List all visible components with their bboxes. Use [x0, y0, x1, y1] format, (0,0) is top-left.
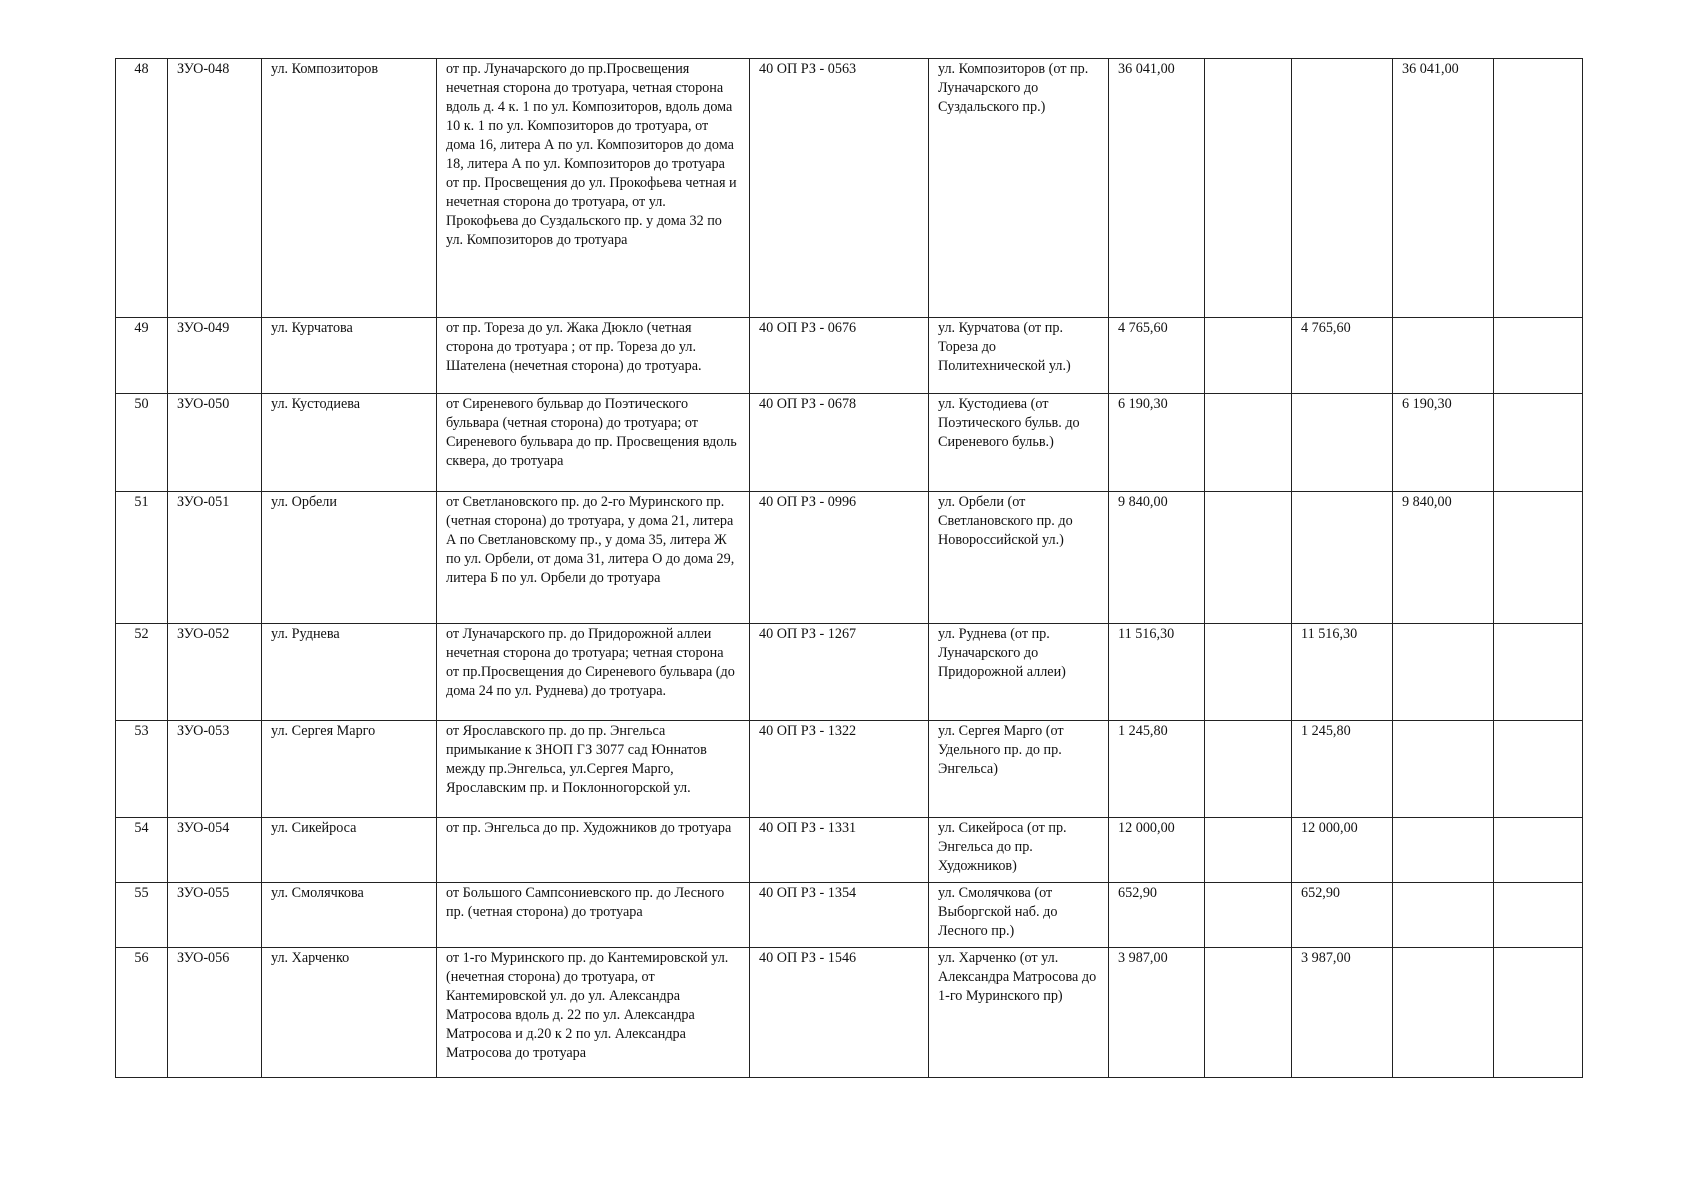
area-col-c: 6 190,30 — [1393, 394, 1494, 492]
area-col-b: 12 000,00 — [1292, 818, 1393, 883]
location-description: от пр. Луначарского до пр.Просвещения нечетная сторона до тротуара, четная сторона вдоль д. 4 к. 1 по ул. Композиторов, вдоль дома 10 к. 1 по ул. Композиторов до тротуара, от дома 16, литера А по ул. Композиторов до дома 18, литера А по ул. Композиторов до тротуара от пр. Просвещения до ул. Прокофьева четная и нечетная сторона до тротуара, от ул. Прокофьева до Суздальского пр. у дома 32 по ул. Композиторов до тротуара — [437, 59, 750, 318]
area-total: 36 041,00 — [1109, 59, 1205, 318]
row-number: 55 — [116, 883, 168, 948]
road-section: ул. Кустодиева (от Поэтического бульв. до Сиреневого бульв.) — [929, 394, 1109, 492]
area-col-d — [1494, 818, 1583, 883]
object-code: ЗУО-055 — [168, 883, 262, 948]
area-col-c — [1393, 318, 1494, 394]
road-section: ул. Курчатова (от пр. Тореза до Политехнической ул.) — [929, 318, 1109, 394]
object-code: ЗУО-054 — [168, 818, 262, 883]
table-row — [116, 948, 1583, 1078]
area-col-a — [1205, 818, 1292, 883]
road-id: 40 ОП РЗ - 0996 — [750, 492, 929, 624]
road-section: ул. Сикейроса (от пр. Энгельса до пр. Художников) — [929, 818, 1109, 883]
area-col-a — [1205, 948, 1292, 1078]
road-section: ул. Орбели (от Светлановского пр. до Новороссийской ул.) — [929, 492, 1109, 624]
area-col-b — [1292, 492, 1393, 624]
road-id: 40 ОП РЗ - 1267 — [750, 624, 929, 721]
area-col-b: 11 516,30 — [1292, 624, 1393, 721]
road-section: ул. Смолячкова (от Выборгской наб. до Лесного пр.) — [929, 883, 1109, 948]
object-code: ЗУО-053 — [168, 721, 262, 818]
area-total: 652,90 — [1109, 883, 1205, 948]
area-col-c — [1393, 948, 1494, 1078]
area-col-b — [1292, 394, 1393, 492]
object-code: ЗУО-050 — [168, 394, 262, 492]
street-name: ул. Орбели — [262, 492, 437, 624]
area-total: 3 987,00 — [1109, 948, 1205, 1078]
object-code: ЗУО-052 — [168, 624, 262, 721]
location-description: от Сиреневого бульвар до Поэтического бульвара (четная сторона) до тротуара; от Сиреневого бульвара до пр. Просвещения вдоль сквера, до тротуара — [437, 394, 750, 492]
location-description: от пр. Тореза до ул. Жака Дюкло (четная сторона до тротуара ; от пр. Тореза до ул. Шателена (нечетная сторона) до тротуара. — [437, 318, 750, 394]
street-name: ул. Смолячкова — [262, 883, 437, 948]
table-row — [116, 318, 1583, 394]
road-section: ул. Харченко (от ул. Александра Матросова до 1-го Муринского пр) — [929, 948, 1109, 1078]
street-name: ул. Руднева — [262, 624, 437, 721]
area-total: 11 516,30 — [1109, 624, 1205, 721]
register-table — [115, 58, 1583, 1078]
area-col-d — [1494, 883, 1583, 948]
area-col-a — [1205, 624, 1292, 721]
row-number: 52 — [116, 624, 168, 721]
area-col-c — [1393, 818, 1494, 883]
area-col-b: 3 987,00 — [1292, 948, 1393, 1078]
area-col-c: 36 041,00 — [1393, 59, 1494, 318]
row-number: 51 — [116, 492, 168, 624]
area-col-d — [1494, 492, 1583, 624]
location-description: от Большого Сампсониевского пр. до Лесного пр. (четная сторона) до тротуара — [437, 883, 750, 948]
road-id: 40 ОП РЗ - 1546 — [750, 948, 929, 1078]
street-name: ул. Сергея Марго — [262, 721, 437, 818]
object-code: ЗУО-056 — [168, 948, 262, 1078]
table-row — [116, 394, 1583, 492]
area-col-c — [1393, 624, 1494, 721]
area-total: 4 765,60 — [1109, 318, 1205, 394]
area-col-d — [1494, 948, 1583, 1078]
row-number: 53 — [116, 721, 168, 818]
location-description: от Луначарского пр. до Придорожной аллеи нечетная сторона до тротуара; четная сторона от пр.Просвещения до Сиреневого бульвара (до дома 24 по ул. Руднева) до тротуара. — [437, 624, 750, 721]
object-code: ЗУО-048 — [168, 59, 262, 318]
road-id: 40 ОП РЗ - 1354 — [750, 883, 929, 948]
road-id: 40 ОП РЗ - 0678 — [750, 394, 929, 492]
road-section: ул. Руднева (от пр. Луначарского до Придорожной аллеи) — [929, 624, 1109, 721]
road-section: ул. Композиторов (от пр. Луначарского до Суздальского пр.) — [929, 59, 1109, 318]
row-number: 48 — [116, 59, 168, 318]
table-row — [116, 721, 1583, 818]
area-col-b: 652,90 — [1292, 883, 1393, 948]
street-name: ул. Харченко — [262, 948, 437, 1078]
area-col-b — [1292, 59, 1393, 318]
location-description: от 1-го Муринского пр. до Кантемировской ул. (нечетная сторона) до тротуара, от Кантемировской ул. до ул. Александра Матросова вдоль д. 22 по ул. Александра Матросова и д.20 к 2 по ул. Александра Матросова до тротуара — [437, 948, 750, 1078]
location-description: от Ярославского пр. до пр. Энгельса примыкание к ЗНОП ГЗ 3077 сад Юннатов между пр.Энгельса, ул.Сергея Марго, Ярославским пр. и Поклонногорской ул. — [437, 721, 750, 818]
street-name: ул. Кустодиева — [262, 394, 437, 492]
area-col-c — [1393, 721, 1494, 818]
table-row — [116, 818, 1583, 883]
row-number: 56 — [116, 948, 168, 1078]
road-id: 40 ОП РЗ - 0676 — [750, 318, 929, 394]
road-id: 40 ОП РЗ - 0563 — [750, 59, 929, 318]
area-total: 9 840,00 — [1109, 492, 1205, 624]
area-col-a — [1205, 394, 1292, 492]
area-col-d — [1494, 624, 1583, 721]
area-col-a — [1205, 492, 1292, 624]
table-row — [116, 883, 1583, 948]
area-col-a — [1205, 59, 1292, 318]
area-total: 1 245,80 — [1109, 721, 1205, 818]
area-total: 6 190,30 — [1109, 394, 1205, 492]
area-col-c — [1393, 883, 1494, 948]
object-code: ЗУО-051 — [168, 492, 262, 624]
street-name: ул. Сикейроса — [262, 818, 437, 883]
road-section: ул. Сергея Марго (от Удельного пр. до пр. Энгельса) — [929, 721, 1109, 818]
area-col-b: 4 765,60 — [1292, 318, 1393, 394]
row-number: 50 — [116, 394, 168, 492]
street-name: ул. Курчатова — [262, 318, 437, 394]
area-col-d — [1494, 721, 1583, 818]
table-row — [116, 624, 1583, 721]
area-total: 12 000,00 — [1109, 818, 1205, 883]
area-col-a — [1205, 721, 1292, 818]
area-col-c: 9 840,00 — [1393, 492, 1494, 624]
area-col-a — [1205, 318, 1292, 394]
road-id: 40 ОП РЗ - 1322 — [750, 721, 929, 818]
object-code: ЗУО-049 — [168, 318, 262, 394]
area-col-d — [1494, 59, 1583, 318]
area-col-b: 1 245,80 — [1292, 721, 1393, 818]
location-description: от пр. Энгельса до пр. Художников до тротуара — [437, 818, 750, 883]
table-body — [116, 59, 1583, 1078]
table-row — [116, 492, 1583, 624]
road-id: 40 ОП РЗ - 1331 — [750, 818, 929, 883]
row-number: 49 — [116, 318, 168, 394]
area-col-d — [1494, 394, 1583, 492]
area-col-d — [1494, 318, 1583, 394]
location-description: от Светлановского пр. до 2-го Муринского пр. (четная сторона) до тротуара, у дома 21, литера А по Светлановскому пр., у дома 35, литера Ж по ул. Орбели, от дома 31, литера О до дома 29, литера Б по ул. Орбели до тротуара — [437, 492, 750, 624]
row-number: 54 — [116, 818, 168, 883]
street-name: ул. Композиторов — [262, 59, 437, 318]
area-col-a — [1205, 883, 1292, 948]
table-row — [116, 59, 1583, 318]
